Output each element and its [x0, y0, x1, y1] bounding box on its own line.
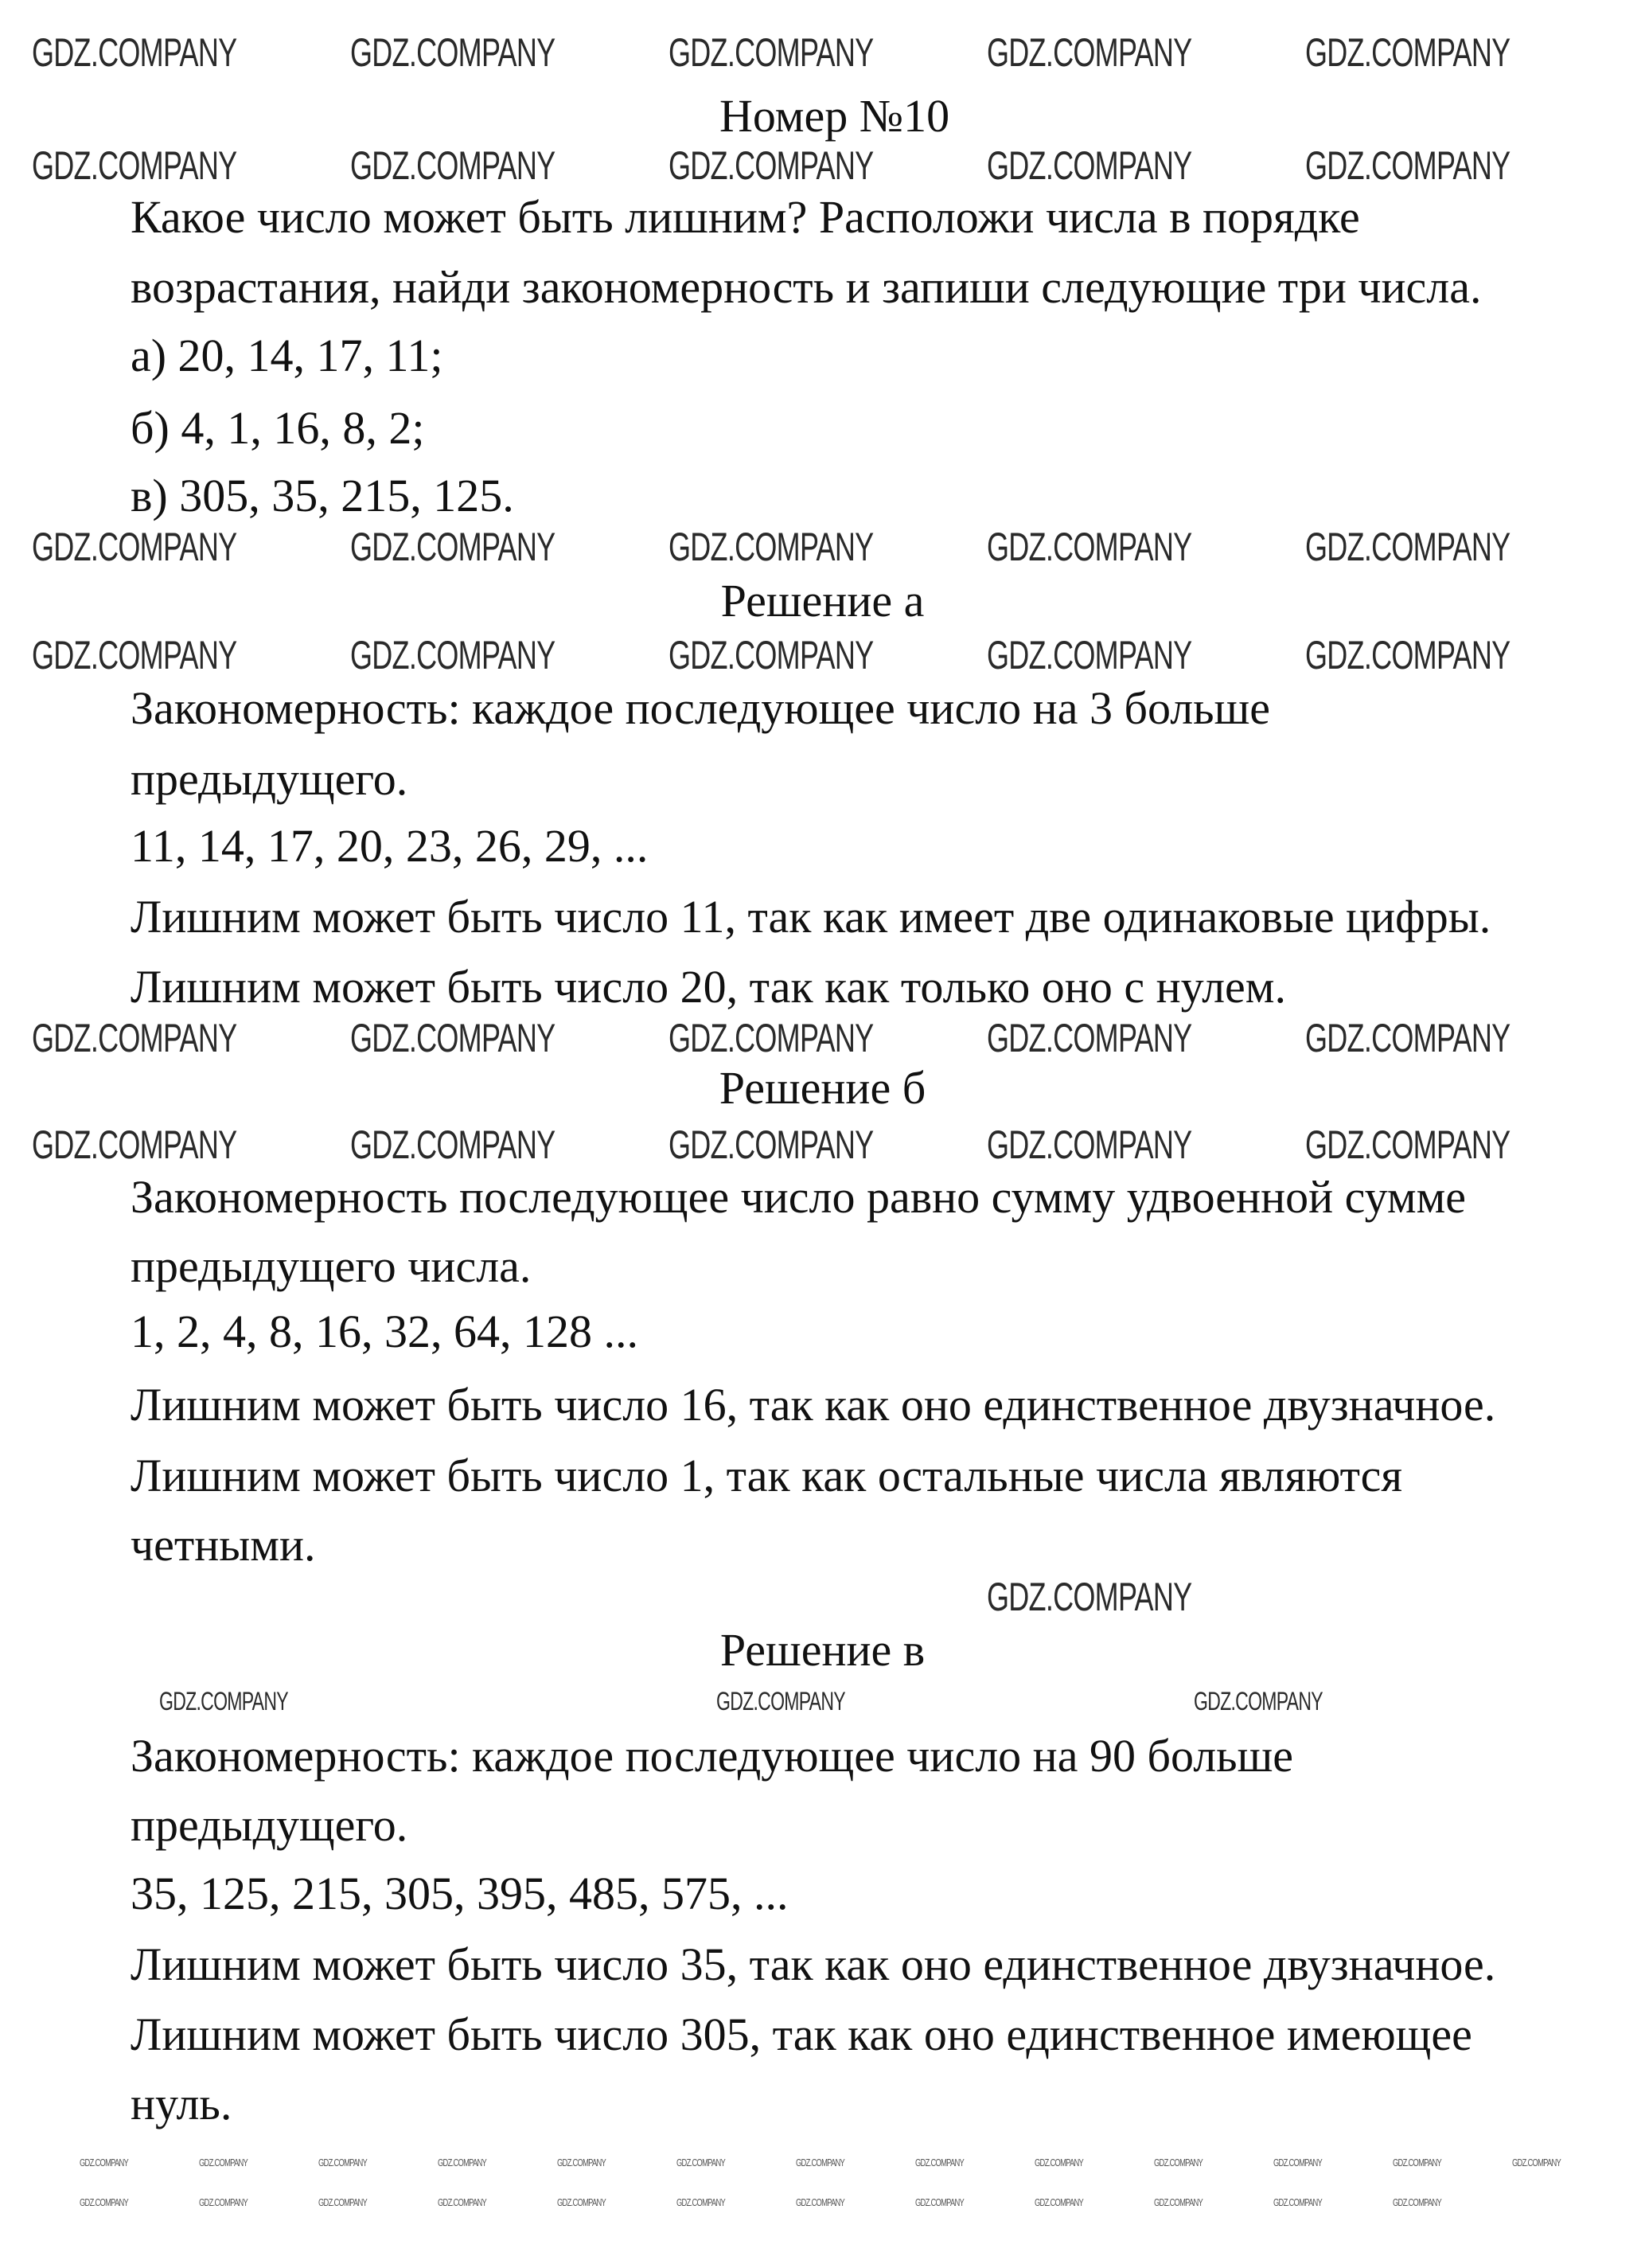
solution-text: предыдущего числа. — [131, 1240, 532, 1292]
watermark: GDZ.COMPANY — [438, 2157, 487, 2168]
watermark: GDZ.COMPANY — [669, 525, 874, 569]
watermark: GDZ.COMPANY — [669, 1016, 874, 1060]
watermark: GDZ.COMPANY — [796, 2157, 845, 2168]
watermark: GDZ.COMPANY — [318, 2157, 368, 2168]
solution-text: Лишним может быть число 35, так как оно единственное двузначное. — [131, 1938, 1496, 1990]
watermark: GDZ.COMPANY — [350, 1016, 555, 1060]
watermark: GDZ.COMPANY — [557, 2157, 606, 2168]
task-item-v: в) 305, 35, 215, 125. — [131, 470, 514, 521]
solution-text: Лишним может быть число 20, так как только оно с нулем. — [131, 961, 1286, 1013]
watermark: GDZ.COMPANY — [669, 30, 874, 75]
watermark: GDZ.COMPANY — [987, 525, 1192, 569]
solution-text: четными. — [131, 1519, 316, 1571]
solution-text: Лишним может быть число 11, так как имеет две одинаковые цифры. — [131, 891, 1491, 943]
watermark: GDZ.COMPANY — [1154, 2157, 1203, 2168]
watermark: GDZ.COMPANY — [676, 2196, 726, 2208]
watermark: GDZ.COMPANY — [350, 1122, 555, 1167]
solution-v-heading: Решение в — [719, 1624, 926, 1676]
watermark: GDZ.COMPANY — [1305, 525, 1511, 569]
solution-sequence: 35, 125, 215, 305, 395, 485, 575, ... — [131, 1868, 789, 1919]
watermark: GDZ.COMPANY — [1393, 2196, 1442, 2208]
solution-a-heading: Решение а — [720, 575, 925, 627]
solution-text: Лишним может быть число 305, так как оно единственное имеющее — [131, 2008, 1472, 2060]
watermark: GDZ.COMPANY — [80, 2196, 129, 2208]
watermark: GDZ.COMPANY — [1035, 2157, 1084, 2168]
watermark: GDZ.COMPANY — [32, 30, 237, 75]
watermark: GDZ.COMPANY — [1273, 2196, 1323, 2208]
watermark: GDZ.COMPANY — [987, 633, 1192, 677]
watermark: GDZ.COMPANY — [796, 2196, 845, 2208]
watermark: GDZ.COMPANY — [669, 1122, 874, 1167]
solution-text: предыдущего. — [131, 753, 408, 805]
watermark: GDZ.COMPANY — [1305, 1016, 1511, 1060]
watermark: GDZ.COMPANY — [350, 143, 555, 188]
watermark: GDZ.COMPANY — [438, 2196, 487, 2208]
watermark: GDZ.COMPANY — [32, 633, 237, 677]
solution-text: Закономерность: каждое последующее число на 90 больше — [131, 1730, 1293, 1782]
watermark: GDZ.COMPANY — [1305, 143, 1511, 188]
watermark: GDZ.COMPANY — [987, 30, 1192, 75]
watermark: GDZ.COMPANY — [350, 30, 555, 75]
solution-text: Лишним может быть число 16, так как оно единственное двузначное. — [131, 1379, 1496, 1431]
task-item-a: а) 20, 14, 17, 11; — [131, 330, 443, 381]
task-item-b: б) 4, 1, 16, 8, 2; — [131, 402, 425, 454]
watermark: GDZ.COMPANY — [32, 143, 237, 188]
watermark: GDZ.COMPANY — [915, 2157, 965, 2168]
watermark: GDZ.COMPANY — [676, 2157, 726, 2168]
watermark: GDZ.COMPANY — [1305, 633, 1511, 677]
solution-text: Закономерность: каждое последующее число на 3 больше — [131, 682, 1270, 734]
watermark: GDZ.COMPANY — [199, 2157, 248, 2168]
solution-text: нуль. — [131, 2078, 232, 2129]
watermark: GDZ.COMPANY — [1393, 2157, 1442, 2168]
watermark: GDZ.COMPANY — [987, 1122, 1192, 1167]
watermark: GDZ.COMPANY — [159, 1687, 288, 1716]
watermark: GDZ.COMPANY — [1154, 2196, 1203, 2208]
watermark: GDZ.COMPANY — [318, 2196, 368, 2208]
watermark: GDZ.COMPANY — [199, 2196, 248, 2208]
watermark: GDZ.COMPANY — [350, 525, 555, 569]
watermark: GDZ.COMPANY — [915, 2196, 965, 2208]
watermark: GDZ.COMPANY — [669, 143, 874, 188]
watermark: GDZ.COMPANY — [32, 525, 237, 569]
watermark: GDZ.COMPANY — [987, 1575, 1192, 1619]
watermark: GDZ.COMPANY — [1273, 2157, 1323, 2168]
task-text: возрастания, найди закономерность и запиши следующие три числа. — [131, 261, 1482, 313]
watermark: GDZ.COMPANY — [557, 2196, 606, 2208]
watermark: GDZ.COMPANY — [1305, 30, 1511, 75]
watermark: GDZ.COMPANY — [350, 633, 555, 677]
watermark: GDZ.COMPANY — [716, 1687, 845, 1716]
solution-b-heading: Решение б — [719, 1062, 926, 1114]
watermark: GDZ.COMPANY — [987, 143, 1192, 188]
solution-text: предыдущего. — [131, 1799, 408, 1851]
watermark: GDZ.COMPANY — [32, 1122, 237, 1167]
solution-sequence: 11, 14, 17, 20, 23, 26, 29, ... — [131, 820, 649, 872]
solution-text: Закономерность последующее число равно сумму удвоенной сумме — [131, 1171, 1467, 1223]
watermark: GDZ.COMPANY — [1305, 1122, 1511, 1167]
task-text: Какое число может быть лишним? Расположи числа в порядке — [131, 191, 1360, 243]
watermark: GDZ.COMPANY — [80, 2157, 129, 2168]
page-title: Номер №10 — [719, 90, 950, 142]
solution-sequence: 1, 2, 4, 8, 16, 32, 64, 128 ... — [131, 1306, 638, 1357]
watermark: GDZ.COMPANY — [669, 633, 874, 677]
watermark: GDZ.COMPANY — [1194, 1687, 1323, 1716]
solution-text: Лишним может быть число 1, так как остальные числа являются — [131, 1450, 1403, 1501]
watermark: GDZ.COMPANY — [1035, 2196, 1084, 2208]
watermark: GDZ.COMPANY — [987, 1016, 1192, 1060]
watermark: GDZ.COMPANY — [1512, 2157, 1561, 2168]
watermark: GDZ.COMPANY — [32, 1016, 237, 1060]
